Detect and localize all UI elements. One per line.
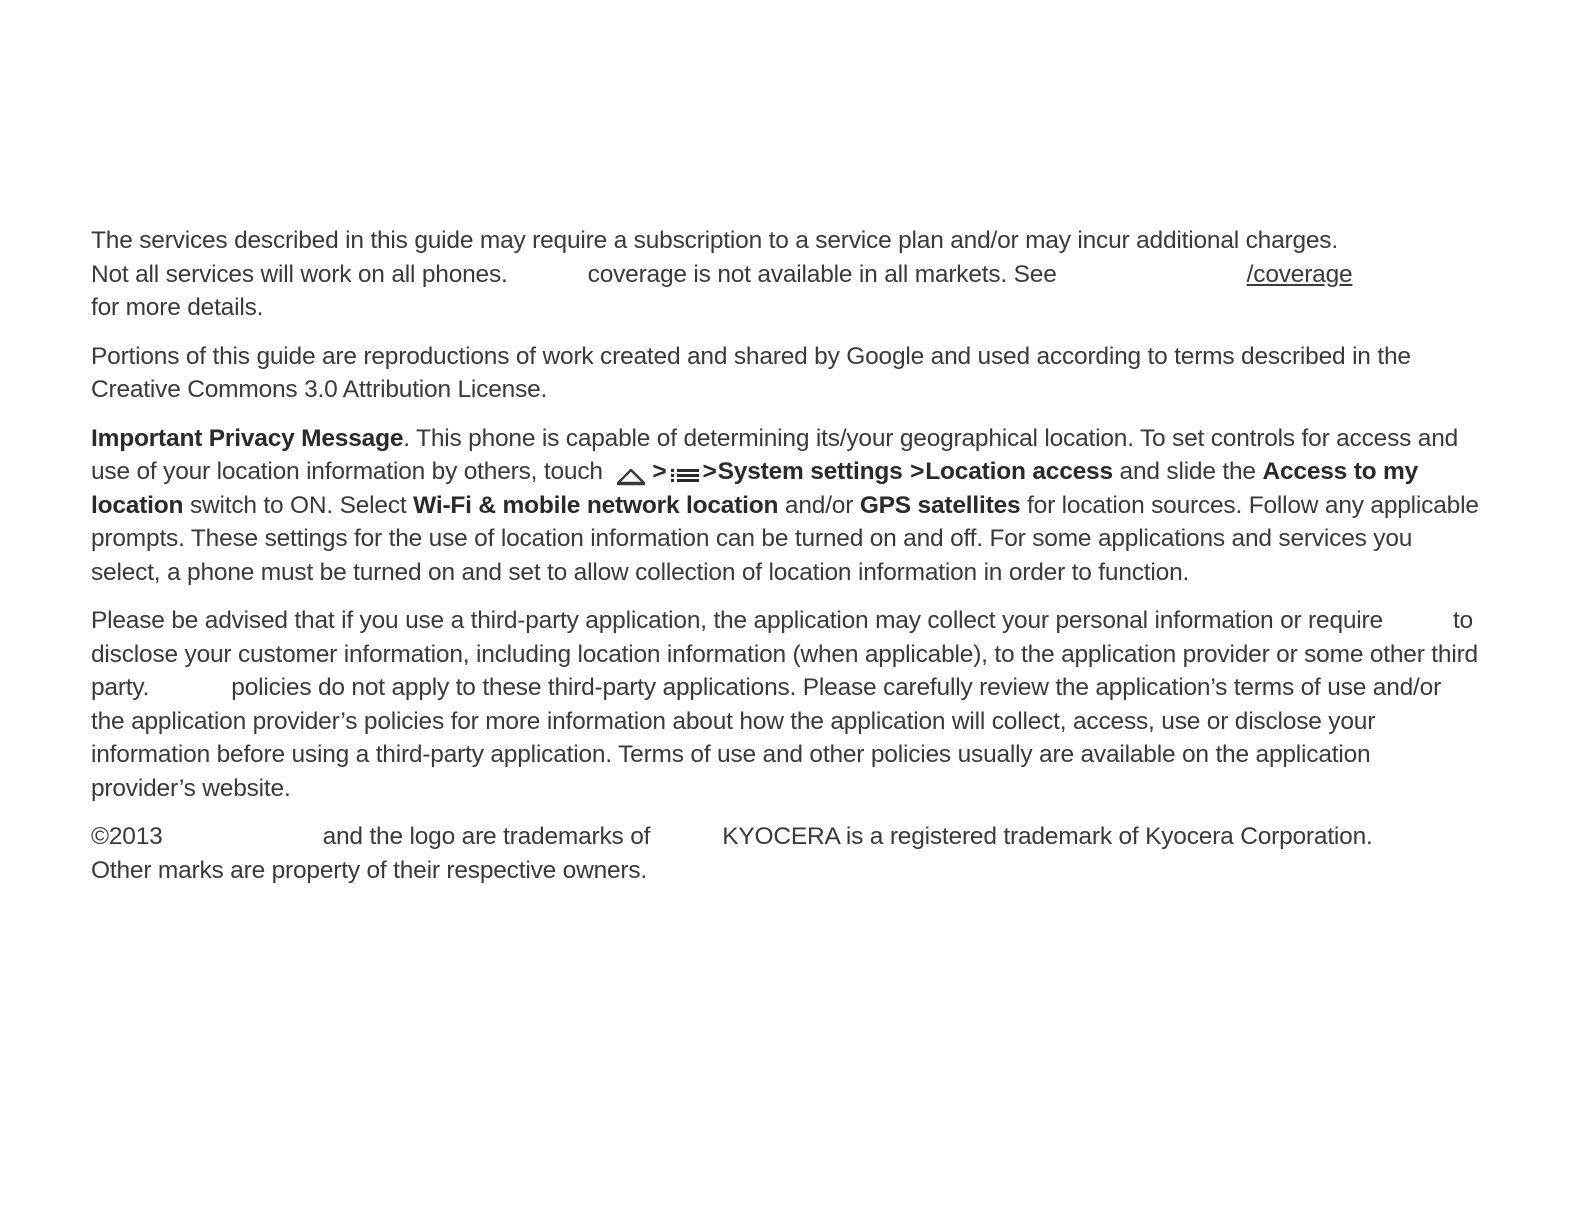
privacy-text-5: for location sources. Follow any applicable prompts. These settings for the use of location information can be turned on and off. For some applications and services you select, a phone must be turned on and set to allow collection of location information in order to function.: [91, 491, 1479, 586]
third-party-text-1: Please be advised that if you use a third-party application, the application may collect your personal information or require: [91, 607, 1383, 634]
third-party-text-3: policies do not apply to these third-party applications. Please carefully review the application’s terms of use and/or the application provider’s policies for more information about how the application will collect, access, use or disclose your information before using a third-party application. Terms of use and other policies usually are available on the application provider’s website.: [91, 674, 1442, 802]
arrow-3: >: [910, 458, 925, 485]
services-text-3: coverage is not available in all markets. See: [587, 260, 1057, 288]
location-access-label: Location access: [925, 458, 1113, 485]
system-settings-label: System settings: [717, 458, 903, 485]
copyright-text: ©2013: [91, 823, 163, 850]
privacy-paragraph: [91, 422, 1481, 590]
trademark-text-1: and the logo are trademarks of: [322, 823, 651, 850]
privacy-text-3: switch to ON. Select: [189, 491, 407, 519]
services-text-1: The services described in this guide may require a subscription to a service plan and/or may incur additional charges.: [91, 227, 1338, 254]
wifi-location-label: Wi-Fi & mobile network location: [413, 491, 779, 519]
coverage-link[interactable]: /coverage: [1246, 260, 1353, 288]
trademark-text-3: Other marks are property of their respective owners.: [91, 856, 648, 884]
license-text: Portions of this guide are reproductions of work created and shared by Google and used according to terms described in the Creative Commons 3.0 Attribution License.: [91, 342, 1411, 403]
trademark-paragraph: [91, 820, 1481, 887]
trademark-text-2: KYOCERA is a registered trademark of Kyocera Corporation.: [722, 823, 1373, 850]
arrow-2: >: [702, 458, 717, 485]
privacy-title: Important Privacy Message: [91, 424, 404, 452]
google-license-paragraph: [91, 340, 1481, 407]
gps-label: GPS satellites: [859, 491, 1021, 519]
arrow-1: >: [652, 458, 667, 485]
menu-icon: [670, 462, 700, 484]
privacy-text-2: and slide the: [1119, 458, 1256, 485]
privacy-text-4: and/or: [784, 491, 854, 519]
services-paragraph: [91, 224, 1481, 325]
document-page: [91, 224, 1481, 902]
third-party-paragraph: [91, 604, 1481, 805]
services-text-2: Not all services will work on all phones.: [91, 260, 508, 288]
privacy-text-1: . This phone is capable of determining its/your geographical location. To set controls for access and use of your location information by others, touch: [91, 424, 1459, 485]
third-party-text-2: to disclose your customer information, including location information (when applicable), to the application provider or some other third party.: [91, 607, 1478, 701]
access-switch-label: Access to my location: [91, 458, 1419, 519]
services-text-4: for more details.: [91, 294, 264, 321]
home-icon: [615, 462, 647, 484]
